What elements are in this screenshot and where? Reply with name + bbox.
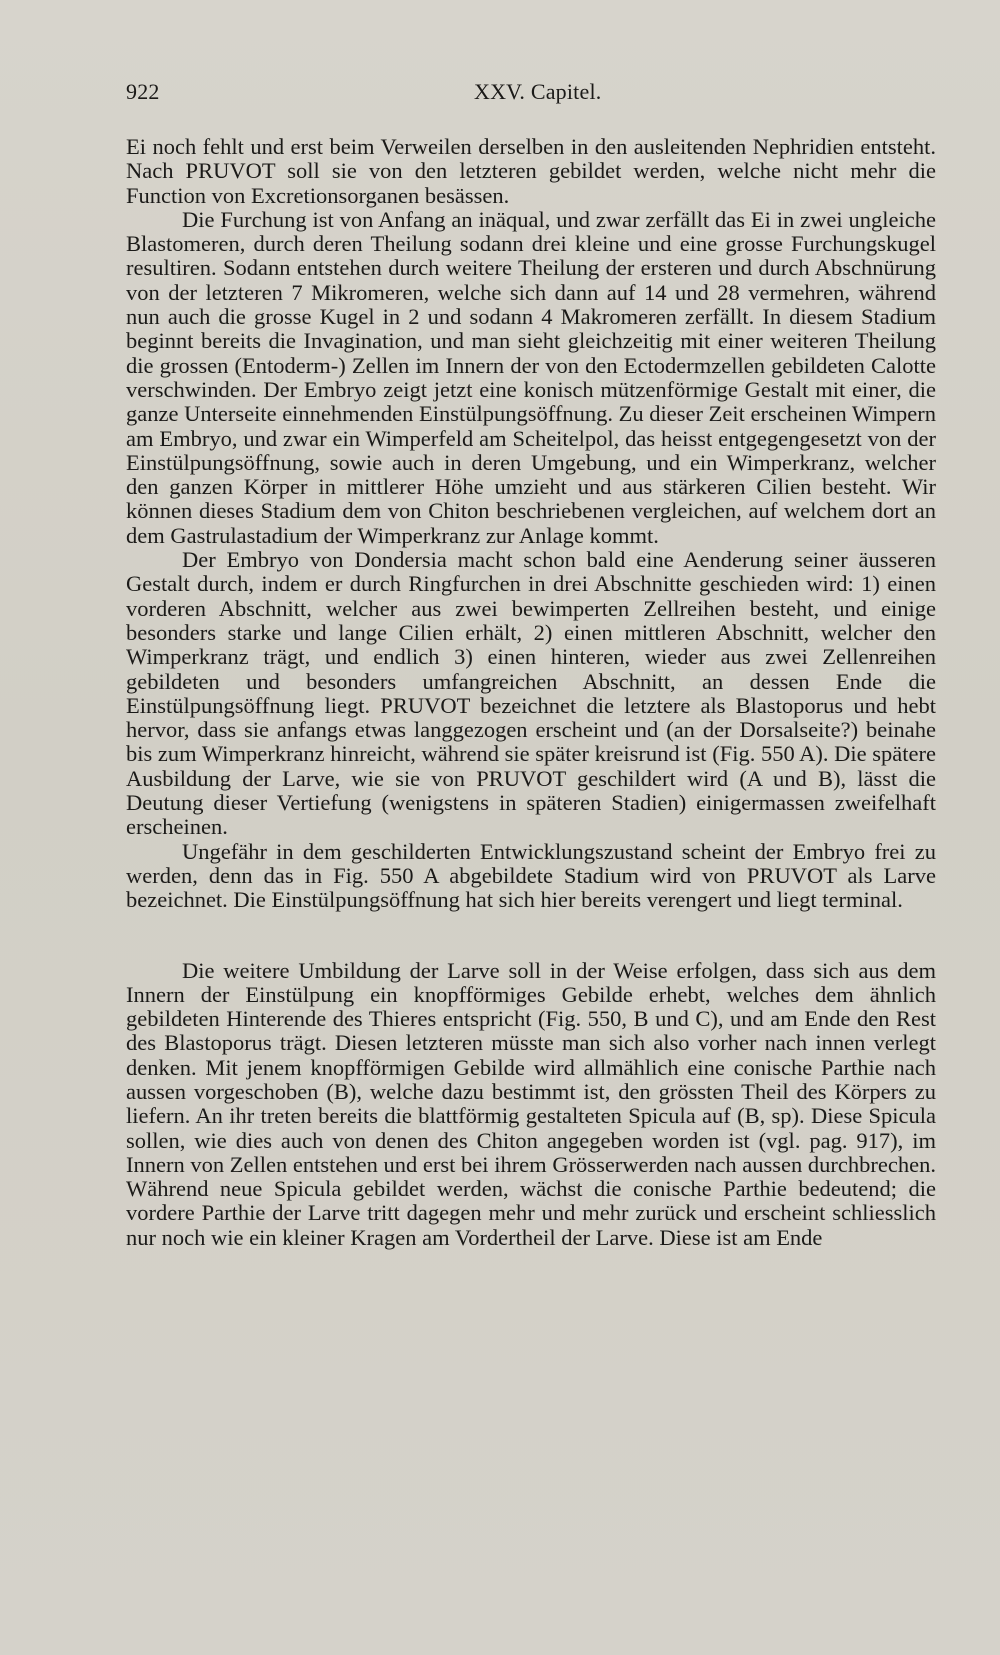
paragraph-1: Ei noch fehlt und erst beim Verweilen derselben in den ausleitenden Nephridien entsteht. Nach PRUVOT soll sie von den letzteren gebildet werden, welche nicht mehr die Function von Excretionsorganen besässen. bbox=[126, 134, 936, 208]
running-header bbox=[126, 79, 936, 109]
paragraph-2: Die Furchung ist von Anfang an inäqual, und zwar zerfällt das Ei in zwei ungleiche Blastomeren, durch deren Theilung sodann drei kleine und eine grosse Furchungskugel resultiren. Sodann entstehen durch weitere Theilung der ersteren und durch Abschnürung von der letzteren 7 Mikromeren, welche sich dann auf 14 und 28 vermehren, während nun auch die grosse Kugel in 2 und sodann 4 Makromeren zerfällt. In diesem Stadium beginnt bereits die Invagination, und man sieht gleichzeitig mit einer weiteren Theilung die grossen (Entoderm-) Zellen im Innern der von den Ectodermzellen gebildeten Calotte verschwinden. Der Embryo zeigt jetzt eine konisch mützenförmige Gestalt mit einer, die ganze Unterseite einnehmenden Einstülpungsöffnung. Zu dieser Zeit erscheinen Wimpern am Embryo, und zwar ein Wimperfeld am Scheitelpol, das heisst entgegengesetzt von der Einstülpungsöffnung, sowie auch in deren Umgebung, und ein Wimperkranz, welcher den ganzen Körper in mittlerer Höhe umzieht und aus stärkeren Cilien besteht. Wir können dieses Stadium dem von Chiton beschriebenen vergleichen, auf welchem dort an dem Gastrulastadium der Wimperkranz zur Anlage kommt. bbox=[126, 206, 936, 548]
chapter-title: XXV. Capitel. bbox=[474, 79, 602, 104]
body-text bbox=[126, 135, 936, 1250]
paragraph-5: Die weitere Umbildung der Larve soll in der Weise erfolgen, dass sich aus dem Innern der Einstülpung ein knopfförmiges Gebilde erhebt, welches dem ähnlich gebildeten Hinterende des Thieres entspricht (Fig. 550, B und C), und am Ende den Rest des Blastoporus trägt. Diesen letzteren müsste man sich also vorher nach innen verlegt denken. Mit jenem knopfförmigen Gebilde wird allmählich eine conische Parthie nach aussen vorgeschoben (B), welche dazu bestimmt ist, den grössten Theil des Körpers zu liefern. An ihr treten bereits die blattförmig gestalteten Spicula auf (B, sp). Diese Spicula sollen, wie dies auch von denen des Chiton angegeben worden ist (vgl. pag. 917), im Innern von Zellen entstehen und erst bei ihrem Grösserwerden nach aussen durchbrechen. Während neue Spicula gebildet werden, wächst die conische Parthie bedeutend; die vordere Parthie der Larve tritt dagegen mehr und mehr zurück und erscheint schliesslich nur noch wie ein kleiner Kragen am Vordertheil der Larve. Diese ist am Ende bbox=[126, 957, 936, 1250]
paragraph-4: Ungefähr in dem geschilderten Entwicklungszustand scheint der Embryo frei zu werden, denn das in Fig. 550 A abgebildete Stadium wird von PRUVOT als Larve bezeichnet. Die Einstülpungsöffnung hat sich hier bereits verengert und liegt terminal. bbox=[126, 838, 936, 913]
paragraph-3: Der Embryo von Dondersia macht schon bald eine Aenderung seiner äusseren Gestalt durch, indem er durch Ringfurchen in drei Abschnitte geschieden wird: 1) einen vorderen Abschnitt, welcher aus zwei bewimperten Zellreihen besteht, und einige besonders starke und lange Cilien erhält, 2) einen mittleren Abschnitt, welcher den Wimperkranz trägt, und endlich 3) einen hinteren, wieder aus zwei Zellenreihen gebildeten und besonders umfangreichen Abschnitt, an dessen Ende die Einstülpungsöffnung liegt. PRUVOT bezeichnet die letztere als Blastoporus und hebt hervor, dass sie anfangs etwas langgezogen erscheint und (an der Dorsalseite?) beinahe bis zum Wimperkranz hinreicht, während sie später kreisrund ist (Fig. 550 A). Die spätere Ausbildung der Larve, wie sie von PRUVOT geschildert wird (A und B), lässt die Deutung dieser Vertiefung (wenigstens in späteren Stadien) einigermassen zweifelhaft erscheinen. bbox=[126, 547, 936, 840]
page-number: 922 bbox=[126, 79, 160, 104]
bottom-margin bbox=[0, 1535, 1000, 1655]
